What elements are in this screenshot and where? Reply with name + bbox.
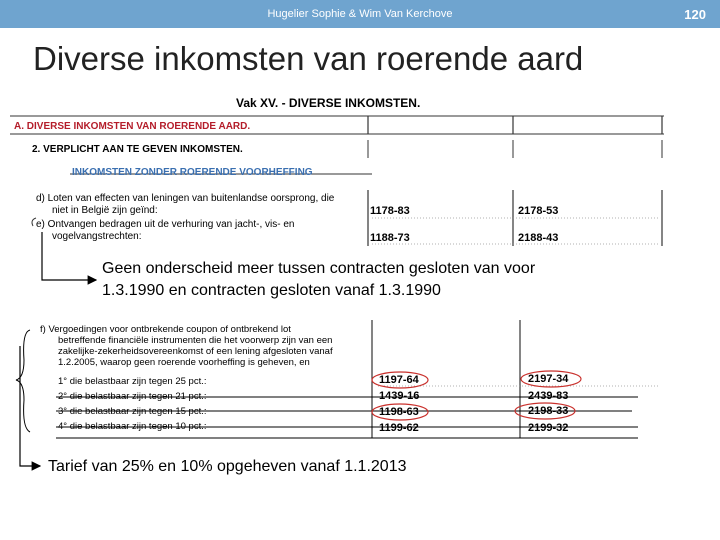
code-2178-53: 2178-53	[518, 205, 559, 217]
code-1199-62: 1199-62	[379, 422, 419, 434]
code-2188-43: 2188-43	[518, 232, 559, 244]
form-item-e-line1: e) Ontvangen bedragen uit de verhuring van jacht-, vis- en	[36, 219, 295, 230]
item-f-line: 1.2.2005, waarop geen roerende voorheffing is geheven, en	[58, 357, 310, 368]
form-item-e-line2: vogelvangstrechten:	[52, 231, 142, 242]
rate-row-label: 2° die belastbaar zijn tegen 21 pct.:	[58, 391, 207, 402]
note-rates-abolished: Tarief van 25% en 10% opgeheven vanaf 1.1.2013	[48, 458, 407, 475]
form-subheading: INKOMSTEN ZONDER ROERENDE VOORHEFFING	[72, 167, 313, 178]
code-2197-34: 2197-34	[528, 373, 569, 385]
item-f-line: zakelijke-zekerheidsovereenkomst of een lening afgesloten vanaf	[58, 346, 333, 357]
code-1188-73: 1188-73	[370, 232, 410, 244]
code-1197-64: 1197-64	[379, 374, 419, 386]
code-2199-32: 2199-32	[528, 422, 569, 434]
item-f-text	[40, 324, 333, 368]
form-item-d-line1: d) Loten van effecten van leningen van buitenlandse oorsprong, die	[36, 193, 335, 204]
item-f-line: betreffende financiële instrumenten die het voorwerp zijn van een	[58, 335, 333, 346]
form-vak-title: Vak XV. - DIVERSE INKOMSTEN.	[236, 96, 421, 110]
author-line: Hugelier Sophie & Wim Van Kerchove	[267, 8, 453, 20]
code-1439-16: 1439-16	[379, 390, 420, 402]
page-number: 120	[684, 7, 706, 22]
form-item-d-line2: niet in België zijn geïnd:	[52, 205, 158, 216]
form-section-a: A. DIVERSE INKOMSTEN VAN ROERENDE AARD.	[14, 121, 251, 132]
rate-row-label: 4° die belastbaar zijn tegen 10 pct.:	[58, 421, 207, 432]
form-section-2: 2. VERPLICHT AAN TE GEVEN INKOMSTEN.	[32, 144, 243, 155]
rate-row-label: 3° die belastbaar zijn tegen 15 pct.:	[58, 406, 207, 417]
code-1198-63: 1198-63	[379, 406, 419, 418]
slide-title: Diverse inkomsten van roerende aard	[33, 40, 584, 77]
item-f-line: f) Vergoedingen voor ontbrekende coupon of ontbrekend lot	[40, 324, 291, 335]
code-1178-83: 1178-83	[370, 205, 410, 217]
code-2439-83: 2439-83	[528, 390, 569, 402]
code-2198-33: 2198-33	[528, 405, 569, 417]
note-1-line2: 1.3.1990 en contracten gesloten vanaf 1.3.1990	[102, 282, 441, 299]
rate-row-label: 1° die belastbaar zijn tegen 25 pct.:	[58, 376, 207, 387]
note-1-line1: Geen onderscheid meer tussen contracten gesloten van voor	[102, 260, 536, 277]
